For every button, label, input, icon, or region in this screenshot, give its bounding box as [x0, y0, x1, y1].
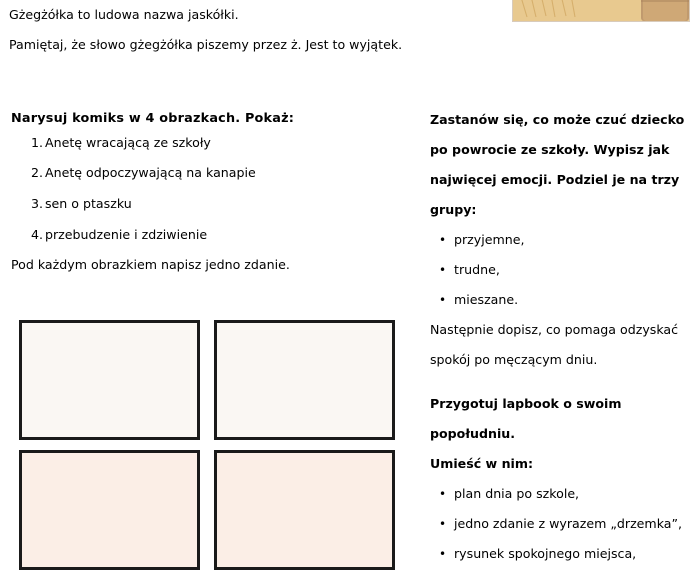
drawing-box-1[interactable] — [19, 320, 200, 440]
drawing-box-row — [19, 320, 395, 440]
drawing-box-4[interactable] — [214, 450, 395, 570]
intro-line-2: Pamiętaj, że słowo gżegżółka piszemy przez ż. Jest to wyjątek. — [9, 37, 403, 52]
list-item: • mieszane. — [430, 285, 692, 315]
lapbook-items-list — [430, 479, 692, 569]
couch-photo — [512, 0, 690, 22]
lapbook-heading-line-2: Umieść w nim: — [430, 456, 534, 471]
drawing-boxes-grid — [19, 320, 395, 570]
list-item: • rysunek spokojnego miejsca, — [430, 539, 692, 569]
couch-photo-artwork — [513, 0, 689, 21]
list-item-number: 4. — [31, 226, 44, 242]
list-item: • przyjemne, — [430, 225, 692, 255]
drawing-box-2[interactable] — [214, 320, 395, 440]
list-item-number: 3. — [31, 195, 44, 211]
list-item — [11, 167, 403, 180]
emotions-intro-line-1: Zastanów się, co może czuć dziecko — [430, 112, 685, 127]
list-item — [11, 195, 403, 211]
list-item-label: sen o ptaszku — [45, 195, 132, 211]
drawing-box-3[interactable] — [19, 450, 200, 570]
followup-line-2: spokój po męczącym dniu. — [430, 352, 598, 367]
list-item: • plan dnia po szkole, — [430, 479, 692, 509]
drawing-box-row — [19, 450, 395, 570]
list-item: • trudne, — [430, 255, 692, 285]
list-item-number: 2. — [31, 165, 44, 181]
followup-line-1: Następnie dopisz, co pomaga odzyskać — [430, 322, 679, 337]
list-item — [11, 226, 403, 242]
intro-paragraph-block — [9, 0, 489, 60]
comic-task-section — [11, 113, 403, 272]
emotions-intro-line-4: grupy: — [430, 202, 477, 217]
list-item-label: przebudzenie i zdziwienie — [45, 226, 208, 242]
emotions-intro-line-2: po powrocie ze szkoły. Wypisz jak — [430, 142, 670, 157]
comic-task-footnote: Pod każdym obrazkiem napisz jedno zdanie. — [11, 257, 290, 273]
list-item-label: Anetę wracającą ze szkoły — [45, 134, 211, 150]
emotions-task-section — [430, 105, 692, 569]
intro-line-1: Gżegżółka to ludowa nazwa jaskółki. — [9, 7, 239, 22]
comic-task-list — [11, 134, 403, 242]
lapbook-heading-line-1: Przygotuj lapbook o swoim popołudniu. — [430, 396, 622, 441]
list-item: • jedno zdanie z wyrazem „drzemka”, — [430, 509, 692, 539]
list-item — [11, 134, 403, 150]
paragraph-spacer — [430, 375, 692, 389]
emotions-intro-line-3: najwięcej emocji. Podziel je na trzy — [430, 172, 680, 187]
list-item-label: Anetę odpoczywającą na kanapie — [45, 165, 256, 181]
emotion-groups-list — [430, 225, 692, 315]
list-item-number: 1. — [31, 134, 44, 150]
comic-task-heading: Narysuj komiks w 4 obrazkach. Pokaż: — [11, 111, 295, 126]
